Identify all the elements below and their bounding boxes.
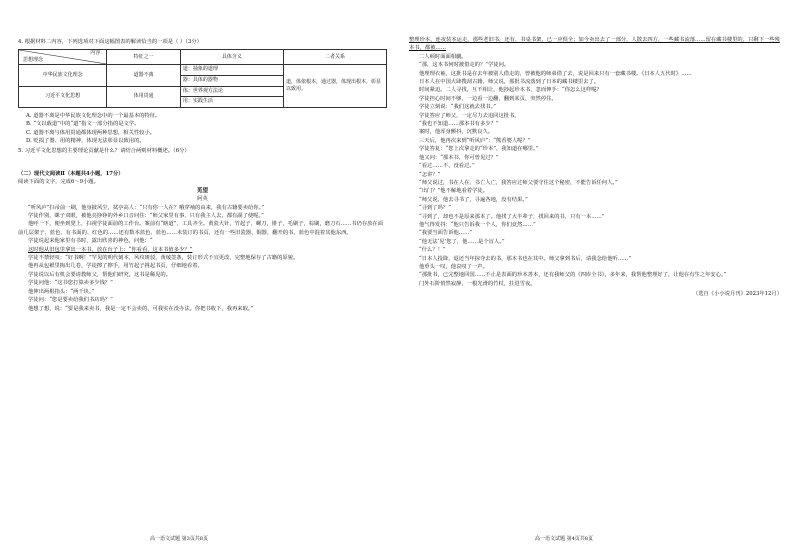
story-paragraph: “日本人投降，退还当年掠夺去的书，那本书也在其中。师父拿到书后，请我念给他听……” <box>419 255 631 262</box>
story-paragraph: 学徒立刻说：“我们这就去找书。” <box>419 104 496 111</box>
option-a: A. 道器不离是中华民族文化理念中的一个最基本的特征。 <box>26 112 161 119</box>
story-paragraph: 学徒说以后有机会要请教师父，帮他们研究，这书是稀见的。 <box>28 271 172 278</box>
table-row2-meaning-a: 体：世界观方法论 <box>180 86 283 97</box>
story-paragraph: 学徒问：“您是要卖给我们书店吗？” <box>28 297 113 304</box>
story-paragraph: 他呼一下，便坐到凳上，扫视学徒面前的工作台。案前有“瞎道”，工具齐全。黄瓷大针，竹起子，螺刀，锥子，毛刷子，棕刷，磨刀石……书仍存放在面前几层架子、蓝色，有书面的、红色的……还有数本蓝色、蓝色……未装订的书页，还有一些旧瓷器、铜器，翻开的书，蓝色中混着其他东西。 <box>18 221 384 236</box>
story-paragraph: “我要当面告诉他……” <box>419 230 473 237</box>
story-paragraph: 案时，他浑身颤抖，沉默良久。 <box>419 129 494 136</box>
table-row1-feature: 道器不离 <box>107 65 181 86</box>
story-paragraph: “寻到了，却也不是原来那本了。他找了大半辈子，找回来的书，只有一本……” <box>419 213 605 220</box>
table-corner-cell <box>19 50 107 65</box>
story-paragraph: 学徒说起来他家里有书时，露出欣喜的神色，问他：“ <box>28 238 153 245</box>
story-paragraph: 他再从包袱里掏出几卷，学徒擦了擦手，用竹起子挑起书页，仔细地看着。 <box>28 263 203 270</box>
story-paragraph: 他又问：“那本书，你可曾见过？” <box>419 154 499 161</box>
story-paragraph: 他理理衣袖，这批书是在去年被别人借走的，曾被他的师弟借了去，说是回来只有一套藏书楼。《日本人五代时》…… <box>419 70 692 77</box>
story-paragraph: 学徒不禁轻叹：“好书啊！”罕见的明代刻本，风纹斑驳，黄绫签条，装订形式不宜更改，完整地保存了古籍的原貌。 <box>28 255 299 262</box>
table-row1-meaning-a: 道：抽象的道理 <box>180 65 283 76</box>
question-5: 5. 习近平文化思想的主要理论贡献是什么？请结合两则材料概述。（6分） <box>18 148 190 155</box>
page-footer: 高一语文试题 第3页共8页 <box>150 536 208 542</box>
table-row1-meaning-b: 器：具体的器物 <box>180 76 283 87</box>
section-heading: （二）现代文阅读Ⅱ（本题共4小题，17分） <box>18 170 124 177</box>
story-paragraph: “他无法‘见’您了，他……是个盲人。” <box>419 238 505 245</box>
story-paragraph: “看过……不，没看过。” <box>419 163 475 170</box>
table-header-meaning: 具体含义 <box>180 50 283 65</box>
question-4-stem: 4. 根据材料二内容，下列选项对下面这幅图表的解读恰当的一项是（ ）（3分） <box>18 39 202 45</box>
story-paragraph: 学徒担心时间不够，一边看一边翻，翻到某页，突然停住。 <box>419 95 557 102</box>
story-paragraph: “师父说，他去寻书了，寻遍各地，没有结果。” <box>419 196 528 203</box>
story-paragraph: “出门？”他不解地看着学徒。 <box>419 188 488 195</box>
question-4-table <box>18 49 387 107</box>
story-paragraph: 学徒答应了师父，一定尽力去追回这批书。 <box>419 112 520 119</box>
story-paragraph: 三天后，他再次来到“听风庐”：“熊香婆人呢？” <box>419 137 531 144</box>
story-paragraph: “那，这本书何时被借走的？”学徒问。 <box>419 62 510 69</box>
story-paragraph: “那批书，已完整地回国……不止是表面的珍本善本，还有我师父的《四库全书》，多年来，我帮他整理好了，让他在有生之年安心。” <box>419 272 727 279</box>
story-paragraph: 时间紧迫。二人寻找，互不相让，他抄起珍本书，忽而伸手：“你怎么这样呢？ <box>419 87 602 94</box>
story-source: （选自《小小说月刊》2023年12月） <box>692 291 782 298</box>
table-relation: 道，体依根本，通过器，体现出根本，彰显以致用。 <box>283 65 386 107</box>
table-row2-label: 习近平文化思想 <box>19 86 107 107</box>
page-footer: 高一语文试题 第4页共8页 <box>535 536 593 542</box>
option-d: D. 贬损了器、用的精神，体现无法彰显以致用的。 <box>26 138 145 144</box>
story-paragraph: “怎讲？” <box>419 171 441 178</box>
table-corner-top: 内容 <box>90 50 101 57</box>
table-row1-label: 中华民族文化理念 <box>19 65 107 86</box>
story-paragraph: 学徒作别，眯子双眼，被他亮铮铮的外乡口音问住：“师父家里有事，只有我主人去，都有副了使呢。” <box>28 213 264 220</box>
table-corner-bottom: 思想理念 <box>23 56 44 63</box>
story-author: 阿英 <box>197 196 208 203</box>
story-paragraph-underlined: 这时他从旧包里拿出一本书，放在台子上：“你看看，这本书值多少？” <box>28 246 193 253</box>
story-paragraph: “什么？！” <box>419 247 446 254</box>
table-header-feature: 特征之一 <box>107 50 181 65</box>
table-header-relation: 二者关系 <box>283 50 386 65</box>
reading-instruction: 阅读下面的文字，完成6～9小题。 <box>18 179 99 186</box>
story-paragraph: 学徒问他：“这书您打算卖多少钱？” <box>28 280 113 287</box>
story-paragraph: 学徒答复：“您上次拿走的“珍本”，我知道在哪里。” <box>419 146 539 153</box>
story-paragraph: 他垂头一叹，他哀叹了一声。 <box>419 263 488 270</box>
story-paragraph: 二人顿时面面相觑。 <box>419 53 467 60</box>
table-row2-feature: 体用贯通 <box>107 86 181 107</box>
story-paragraph: 日本人在中国大肆搜刮古籍，师父说，那批书流落到了日本的藏书楼里去了。 <box>419 79 600 86</box>
story-paragraph: “听风庐”扫帚前一刷，他身披风尘，拭亭高人：“只有你一人在？哦穿袖的由来，我有古籍要卖给你。” <box>28 204 264 211</box>
option-b: B. “文以载道”中的“道”指文一部分指的是文学。 <box>26 121 140 128</box>
story-paragraph: 他想了想，说：“要是我来卖书，我是一定不会卖的，可我实在没办法。你把书收下，我再来取。” <box>28 305 254 312</box>
story-paragraph: “寻到了吗？” <box>419 205 451 212</box>
story-paragraph: 他伸出两根指头：“两千块。” <box>28 288 95 295</box>
story-paragraph: 门外石阶悄然寂静，一根光滑的竹杖，拄进雪夜。 <box>419 280 536 287</box>
story-title: 觅望 <box>196 187 209 194</box>
story-paragraph: “师父说过，书在人在，书亡人亡，我答应过师父要守住这个秘密，不能告诉任何人。” <box>419 179 618 186</box>
story-paragraph: 他气得发抖：“他只告诉我一个人，你们竟然……” <box>419 221 536 228</box>
story-paragraph-underlined: 整理珍本，连夜装本运走，那些老旧书，还有，书桌书架，已一应俱全；如今卖出去了一部分，人散去四方，一些藏书流落……留在藏书楼里的，只剩下一些残本书，都被…… <box>409 37 780 52</box>
right-page <box>397 0 794 550</box>
table-row2-meaning-b: 用：实践生活 <box>180 97 283 108</box>
story-paragraph: “我也不知道……那本书有多少？” <box>419 121 499 128</box>
option-c: C. 道器不离与体用贯通都体现两种思想，相关性较小。 <box>26 129 156 136</box>
